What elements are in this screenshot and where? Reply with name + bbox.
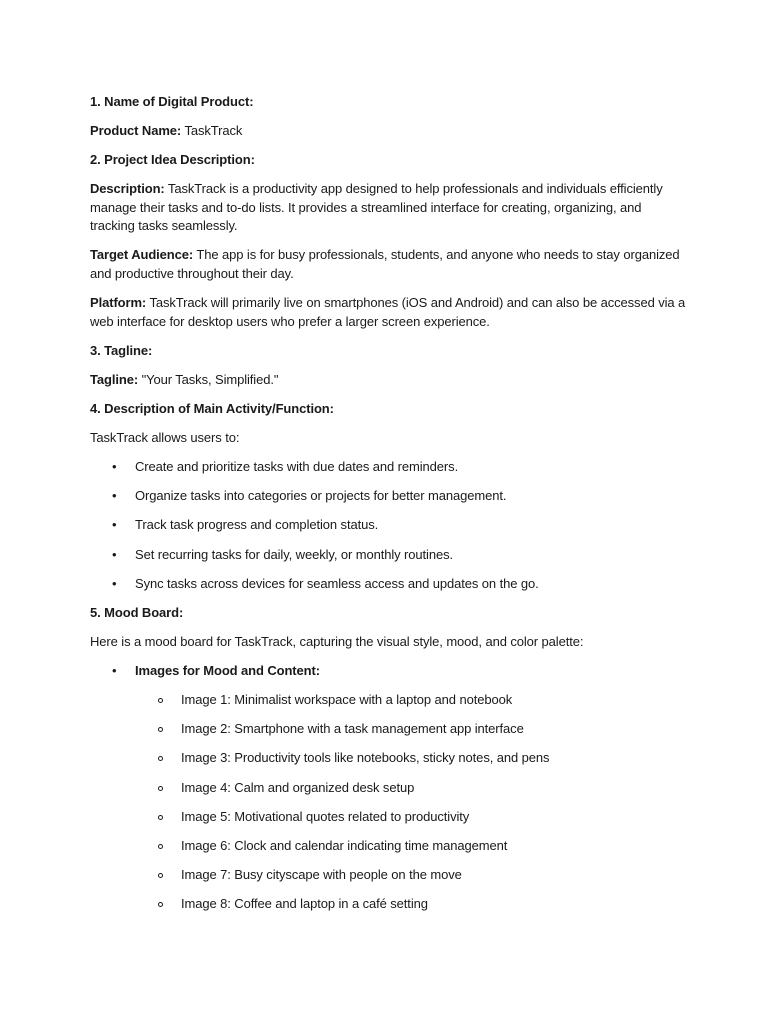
section-2-heading: 2. Project Idea Description: <box>90 152 255 167</box>
tagline-label: Tagline: <box>90 372 139 387</box>
mood-image-item: Image 5: Motivational quotes related to productivity <box>181 809 470 824</box>
mood-image-item: Image 6: Clock and calendar indicating time management <box>181 838 508 853</box>
platform-line-1 <box>90 294 685 312</box>
feature-item: Set recurring tasks for daily, weekly, or monthly routines. <box>135 547 454 562</box>
section-3-heading: 3. Tagline: <box>90 343 153 358</box>
section-4-intro: TaskTrack allows users to: <box>90 430 240 445</box>
platform-line-2: web interface for desktop users who prefer a larger screen experience. <box>90 314 490 329</box>
circle-bullet-icon <box>158 756 163 761</box>
bullet-icon: • <box>112 663 117 678</box>
circle-bullet-icon <box>158 844 163 849</box>
platform-text: TaskTrack will primarily live on smartphones (iOS and Android) and can also be accessed via a <box>146 295 686 310</box>
mood-image-item: Image 1: Minimalist workspace with a laptop and notebook <box>181 692 513 707</box>
feature-item: Create and prioritize tasks with due dates and reminders. <box>135 459 459 474</box>
section-4-heading: 4. Description of Main Activity/Function: <box>90 401 334 416</box>
bullet-icon: • <box>112 576 117 591</box>
circle-bullet-icon <box>158 815 163 820</box>
feature-item: Sync tasks across devices for seamless access and updates on the go. <box>135 576 539 591</box>
mood-image-item: Image 8: Coffee and laptop in a café setting <box>181 896 428 911</box>
product-name-line <box>90 122 242 140</box>
audience-label: Target Audience: <box>90 247 194 262</box>
audience-line-2: and productive throughout their day. <box>90 266 294 281</box>
audience-text: The app is for busy professionals, students, and anyone who needs to stay organized <box>193 247 680 262</box>
description-text: TaskTrack is a productivity app designed to help professionals and individuals efficiently <box>164 181 663 196</box>
mood-image-item: Image 3: Productivity tools like notebooks, sticky notes, and pens <box>181 750 550 765</box>
section-1-heading: 1. Name of Digital Product: <box>90 94 254 109</box>
circle-bullet-icon <box>158 727 163 732</box>
circle-bullet-icon <box>158 698 163 703</box>
mood-image-item: Image 2: Smartphone with a task management app interface <box>181 721 524 736</box>
tagline-value: "Your Tasks, Simplified." <box>138 372 279 387</box>
description-line-3: tracking tasks seamlessly. <box>90 218 238 233</box>
description-line-1 <box>90 180 663 198</box>
mood-image-item: Image 7: Busy cityscape with people on the move <box>181 867 462 882</box>
circle-bullet-icon <box>158 873 163 878</box>
section-5-intro: Here is a mood board for TaskTrack, capturing the visual style, mood, and color palette: <box>90 634 584 649</box>
feature-item: Organize tasks into categories or projects for better management. <box>135 488 507 503</box>
bullet-icon: • <box>112 488 117 503</box>
tagline-line <box>90 371 278 389</box>
mood-images-heading: Images for Mood and Content: <box>135 663 320 678</box>
circle-bullet-icon <box>158 902 163 907</box>
bullet-icon: • <box>112 547 117 562</box>
description-label: Description: <box>90 181 165 196</box>
audience-line-1 <box>90 246 680 264</box>
section-5-heading: 5. Mood Board: <box>90 605 184 620</box>
mood-image-item: Image 4: Calm and organized desk setup <box>181 780 415 795</box>
circle-bullet-icon <box>158 786 163 791</box>
feature-item: Track task progress and completion status. <box>135 517 379 532</box>
bullet-icon: • <box>112 517 117 532</box>
product-name-value: TaskTrack <box>181 123 243 138</box>
bullet-icon: • <box>112 459 117 474</box>
product-name-label: Product Name: <box>90 123 182 138</box>
platform-label: Platform: <box>90 295 147 310</box>
description-line-2: manage their tasks and to-do lists. It provides a streamlined interface for creating, organizing, and <box>90 200 642 215</box>
